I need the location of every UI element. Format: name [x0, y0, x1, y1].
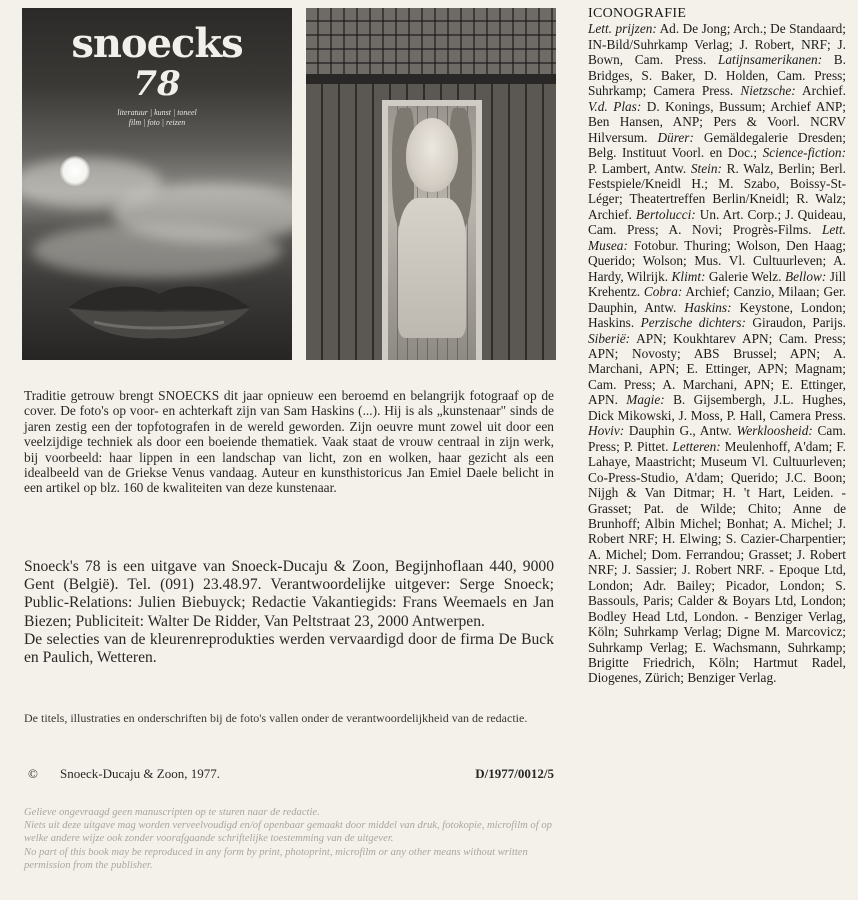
credit-section-title: Nietzsche: [740, 83, 796, 99]
credit-section-title: Science-fiction: [762, 145, 846, 161]
credit-text: Cam. Press; P. Pittet. [588, 423, 846, 454]
credit-section-title: Hoviv: [588, 423, 625, 439]
credit-section-title: Stein: [690, 160, 722, 176]
cover-issue-number: 78 [133, 64, 181, 104]
credit-text: D. Konings, Bussum; Archief ANP; Ben Hansen, ANP; Pers & Voorl. NCRV Hilversum. [588, 98, 846, 145]
publisher-info [24, 558, 554, 667]
credit-text: Giraudon, Parijs. [745, 315, 846, 331]
credit-text: Keystone, London; Haskins. [588, 299, 846, 331]
front-cover-image [22, 8, 292, 360]
deposit-code: D/1977/0012/5 [475, 766, 554, 781]
cover-brand-title: snoecks [71, 20, 243, 67]
credit-text: Jill Krehentz. [588, 268, 846, 300]
credit-section-title: Klimt: [671, 268, 706, 284]
cover-tagline [22, 108, 292, 128]
credit-text: Ad. De Jong; Arch.; De Standaard; IN-Bild/Suhrkamp Verlag; J. Robert, NRF; J. Bown, Cam. Press. [588, 21, 846, 68]
credit-section-title: Letteren: [672, 438, 721, 454]
iconografie-credits [588, 21, 846, 685]
iconografie-column [588, 6, 846, 686]
credit-text: Un. Art. Corp.; J. Quideau, Cam. Press; A. Novi; Progrès-Films. [588, 206, 846, 238]
rights-line-3: No part of this book may be reproduced in any form by print, photoprint, microfilm or any other means without written permission from the publisher. [24, 846, 528, 871]
credit-text: Dauphin G., Antw. [624, 423, 737, 439]
back-cover-image [306, 8, 556, 360]
credit-text: Meulenhoff, A'dam; F. Lahaye, Maastricht; Museum Vl. Cultuurleven; Co-Press-Studio, A'dam; Querido; J.C. Boon; Nijgh & Van Ditmar; H. 't Hart, Leiden. - Grasset; Pat. de Wilde; Chito; Anne de Brunhoff; Albin Michel; Bonhat; A. Michel; J. Robert NRF; H. Elwing; S. Cazier-Charpentier; A. Michel; Dom. Ferrandou; Grasset; J. Robert NRF; J. Sassier; J. Robert NRF. - Epoque Ltd, London; Adr. Bailey; Picador, London; S. Bassouls, Paris; Calder & Boyars Ltd, London; Bodley Head Ltd, London. - Benziger Verlag, Köln; Suhrkamp Verlag; Digne M. Marcovicz; Suhrkamp Verlag; E. Wachsmann, Suhrkamp; Brigitte Friedrich, Köln; Hartmut Radel, Diogenes, Zürich; Benziger Verlag. [588, 438, 846, 686]
credit-text: B. Gijsembergh, J.L. Hughes, Dick Mikowski, J. Moss, P. Hall, Camera Press. [588, 392, 847, 423]
credit-section-title: Cobra: [643, 284, 683, 300]
figure-torso [398, 198, 466, 338]
credit-text: R. Walz, Berlin; Berl. Festspiele/Kneidl H.; M. Szabo, Boissy-St-Léger; Theatertreffen Berlin/Kneidl; R. Walz; Archief. [588, 160, 846, 222]
moon-shape [60, 156, 90, 186]
credit-text: B. Bridges, S. Baker, D. Holden, Cam. Press; Suhrkamp; Camera Press. [588, 52, 846, 99]
credit-section-title: Bertolucci: [635, 206, 696, 222]
credit-text: Archief; Canzio, Milaan; Ger. Dauphin, Antw. [588, 284, 846, 315]
credit-section-title: V.d. Plas: [588, 98, 642, 114]
credit-text: Archief. [795, 83, 846, 99]
cover-tagline-line-1: literatuur | kunst | toneel [117, 108, 197, 117]
cover-tagline-line-2: film | foto | reizen [128, 118, 186, 127]
credit-text: Galerie Welz. [705, 268, 785, 284]
credit-text: Gemäldegalerie Dresden; Belg. Instituut Voorl. en Doc.; [588, 129, 846, 161]
editorial-note: De titels, illustraties en onderschriften bij de foto's vallen onder de verantwoordelijkheid van de redactie. [24, 711, 528, 725]
cover-caption: Traditie getrouw brengt SNOECKS dit jaar opnieuw een beroemd en belangrijk fotograaf op de cover. De foto's op voor- en achterkaft zijn van Sam Haskins (...). Hij is als „kunstenaar" sinds de jaren zestig een der topfotografen in de wereld geworden. Zijn oeuvre munt zowel uit door een veelzijdige techniek als door een boeiende thematiek. Vaak staat de vrouw centraal in zijn werk, bij voorbeeld: haar lippen in een landschap van licht, zon en wolken, haar gezicht als een idealbeeld van de Griekse Venus vandaag. Auteur en kunsthistoricus Jan Emiel Daele belicht in een artikel op blz. 160 de kwaliteiten van deze kunstenaar. [24, 388, 554, 496]
rights-line-1: Gelieve ongevraagd geen manuscripten op te sturen naar de redactie. [24, 807, 320, 818]
credit-text: P. Lambert, Antw. [588, 160, 691, 176]
credit-section-title: Latijnsamerikanen: [717, 52, 823, 68]
copyright-line [24, 766, 554, 784]
credit-section-title: Dürer: [657, 129, 694, 145]
lips-shape [64, 278, 254, 340]
copyright-holder: Snoeck-Ducaju & Zoon, 1977. [60, 766, 220, 781]
rights-notice [24, 806, 554, 872]
publisher-paragraph: Snoeck's 78 is een uitgave van Snoeck-Ducaju & Zoon, Begijnhoflaan 440, 9000 Gent (België). Tel. (091) 23.48.97. Verantwoordelijke uitgever: Serge Snoeck; Public-Relations: Julien Biebuyck; Redactie Vakantiegids: Frans Weemaels en Jan Biezen; Publiciteit: Walter De Ridder, Van Peltstraat 23, 2000 Antwerpen. [24, 558, 554, 630]
credit-section-title: Siberië: [588, 330, 631, 346]
figure-face [406, 118, 458, 192]
reproduction-paragraph: De selecties van de kleurenreprodukties werden vervaardigd door de firma De Buck en Paulich, Wetteren. [24, 630, 554, 667]
iconografie-heading: ICONOGRAFIE [588, 6, 687, 21]
credit-section-title: Bellow: [784, 268, 827, 284]
credit-section-title: Haskins: [684, 299, 732, 315]
rights-line-2: Niets uit deze uitgave mag worden verveelvoudigd en/of openbaar gemaakt door middel van druk, fotokopie, microfilm of op welke andere wijze ook zonder voorafgaande schriftelijke toestemming van de uitgever. [24, 820, 552, 845]
credit-section-title: Lett. Musea: [588, 222, 846, 253]
credit-section-title: Perzische dichters: [640, 315, 746, 331]
credit-section-title: Magie: [626, 392, 665, 408]
copyright-symbol: © [28, 766, 38, 781]
credit-section-title: Werkloosheid: [736, 423, 813, 439]
credit-text: Fotobur. Thuring; Wolson, Den Haag; Querido; Wolson; Mus. Vl. Cultuurleven; A. Hardy, Wilrijk. [588, 237, 846, 284]
credit-text: APN; Koukhtarev APN; Cam. Press; APN; Novosty; ABS Brussel; APN; A. Marchani, APN; E. Ettinger, APN; Magnam; Cam. Press; A. Marchani, APN; E. Ettinger, APN. [588, 330, 846, 408]
credit-section-title: Lett. prijzen: [588, 21, 657, 37]
